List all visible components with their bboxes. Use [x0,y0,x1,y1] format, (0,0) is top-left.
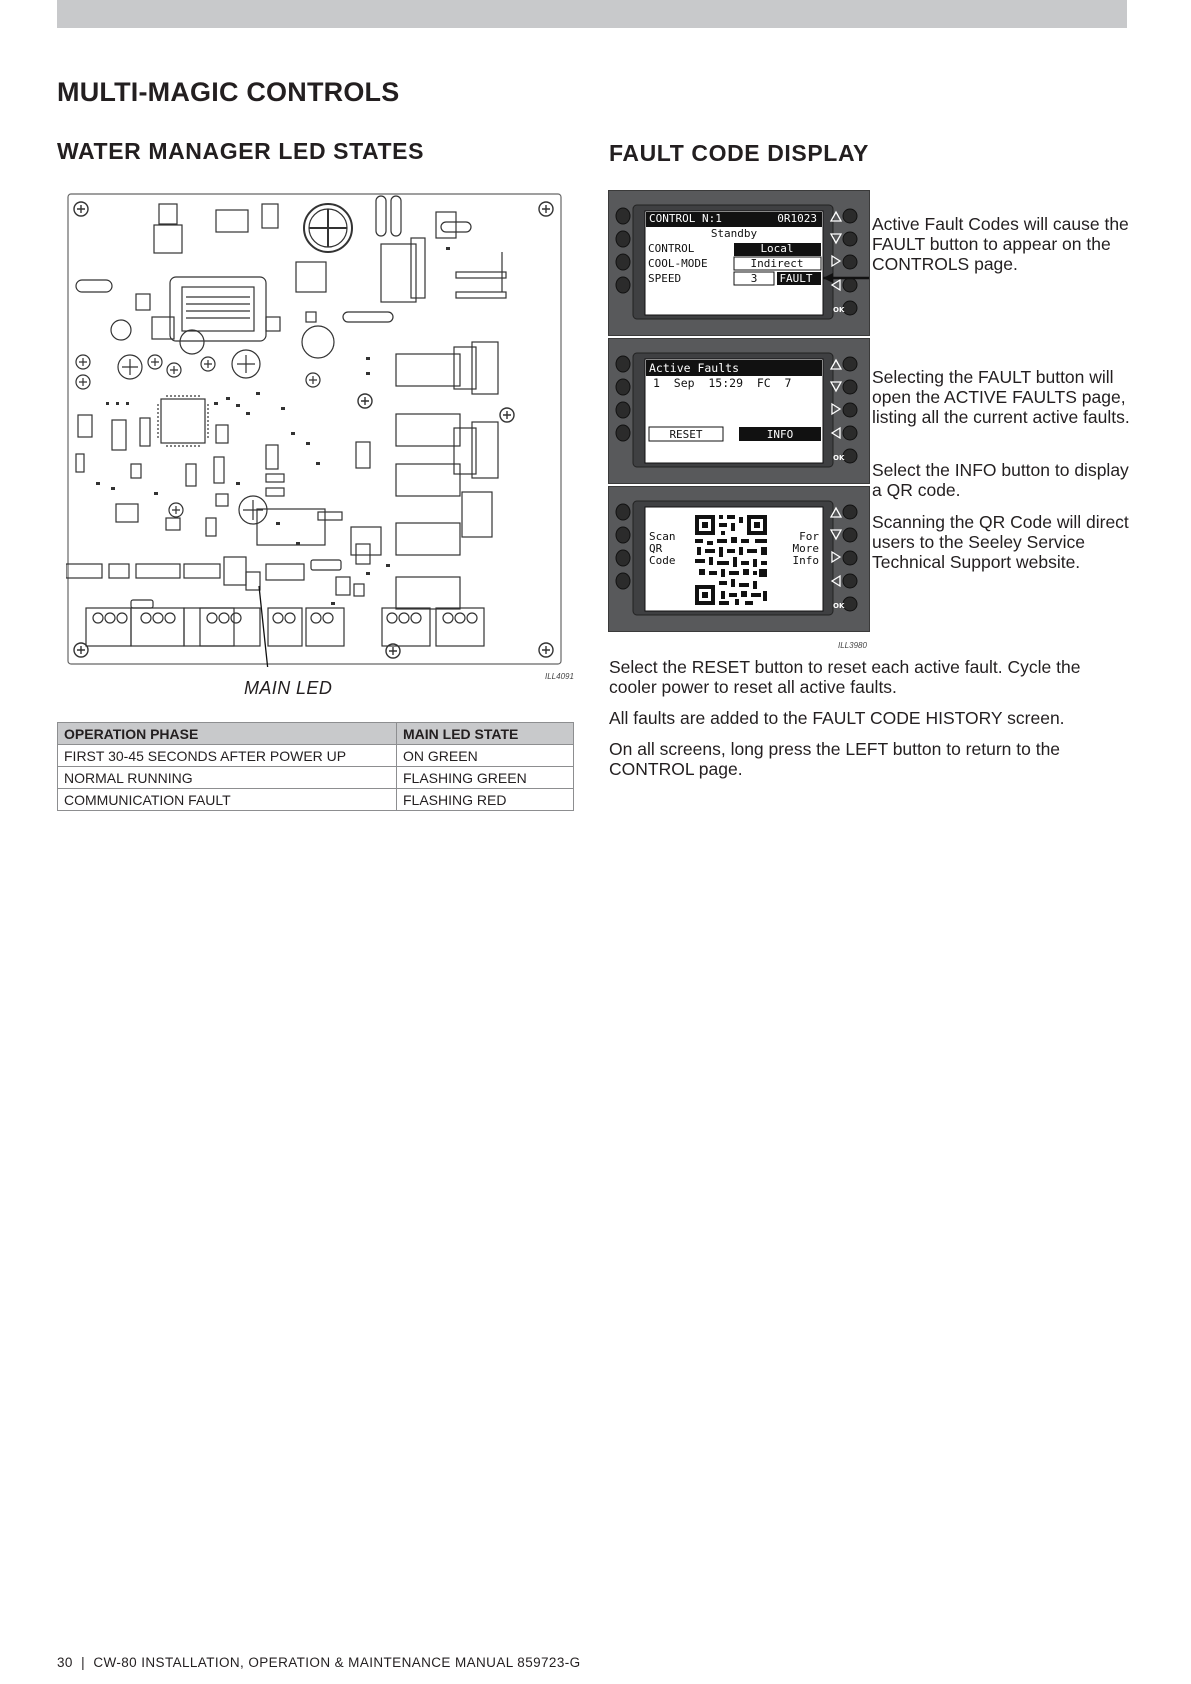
circuit-board-illustration [66,192,563,667]
scan-qr-text: Scan QR Code [649,530,676,567]
fault-entry[interactable]: 1 Sep 15:29 FC 7 [653,376,792,390]
page-footer: 30 | CW-80 INSTALLATION, OPERATION & MAINTENANCE MANUAL 859723-G [57,1655,581,1670]
callout-qr-code: Scanning the QR Code will direct users to the Seeley Service Technical Support website. [872,512,1129,572]
ok-label: OK [833,454,845,462]
fault-button[interactable]: FAULT [779,272,813,285]
table-cell: FIRST 30-45 SECONDS AFTER POWER UP [58,745,397,767]
table-cell: FLASHING RED [397,789,574,811]
ok-label: OK [833,306,845,314]
more-info-text: For More Info [792,530,819,567]
figure-code: ILL3980 [838,641,867,650]
header-bar [57,0,1127,28]
table-cell: ON GREEN [397,745,574,767]
qr-code-panel [608,486,870,632]
status-text: Standby [710,227,758,240]
table-cell: COMMUNICATION FAULT [58,789,397,811]
reset-button[interactable]: RESET [669,428,703,441]
callout-fault-button: Active Fault Codes will cause the FAULT button to appear on the CONTROLS page. [872,214,1129,274]
control-screen-panel [608,190,870,336]
control-row: CONTROL Local [648,241,820,256]
table-cell: NORMAL RUNNING [58,767,397,789]
control-value[interactable]: Local [760,242,794,255]
figure-code: ILL4091 [545,672,574,681]
table-row [58,789,574,811]
screen-header: CONTROL N:1 0R1023 [649,212,817,225]
active-faults-panel [608,338,870,484]
table-header-row [58,723,574,745]
coolmode-value[interactable]: Indirect [750,257,804,270]
info-button[interactable]: INFO [766,428,794,441]
main-led-label: MAIN LED [244,678,333,698]
reset-paragraph: Select the RESET button to reset each active fault. Cycle the cooler power to reset all active faults. [609,657,1081,697]
fault-display-heading: FAULT CODE DISPLAY [609,140,869,166]
active-faults-screen [649,361,821,391]
left-button-paragraph: On all screens, long press the LEFT button to return to the CONTROL page. [609,739,1061,779]
speed-value[interactable]: 3 [750,272,758,285]
qr-code-icon [695,513,767,607]
screen-title: Active Faults [649,361,740,375]
callout-active-faults: Selecting the FAULT button will open the ACTIVE FAULTS page, listing all the current active faults. [872,367,1130,427]
callout-info-button: Select the INFO button to display a QR code. [872,460,1129,500]
column-header: OPERATION PHASE [58,723,397,745]
history-paragraph: All faults are added to the FAULT CODE HISTORY screen. [609,708,1065,728]
ok-label: OK [833,602,845,610]
table-row [58,745,574,767]
led-states-heading: WATER MANAGER LED STATES [57,138,425,164]
table-row [58,767,574,789]
column-header: MAIN LED STATE [397,723,574,745]
led-states-table [57,722,574,811]
coolmode-row: COOL-MODE Indirect [648,256,820,271]
page-title: MULTI-MAGIC CONTROLS [57,77,400,107]
speed-row: SPEED 3 FAULT [648,271,820,286]
control-screen [648,211,820,286]
controller-display-illustration [608,190,870,634]
table-cell: FLASHING GREEN [397,767,574,789]
